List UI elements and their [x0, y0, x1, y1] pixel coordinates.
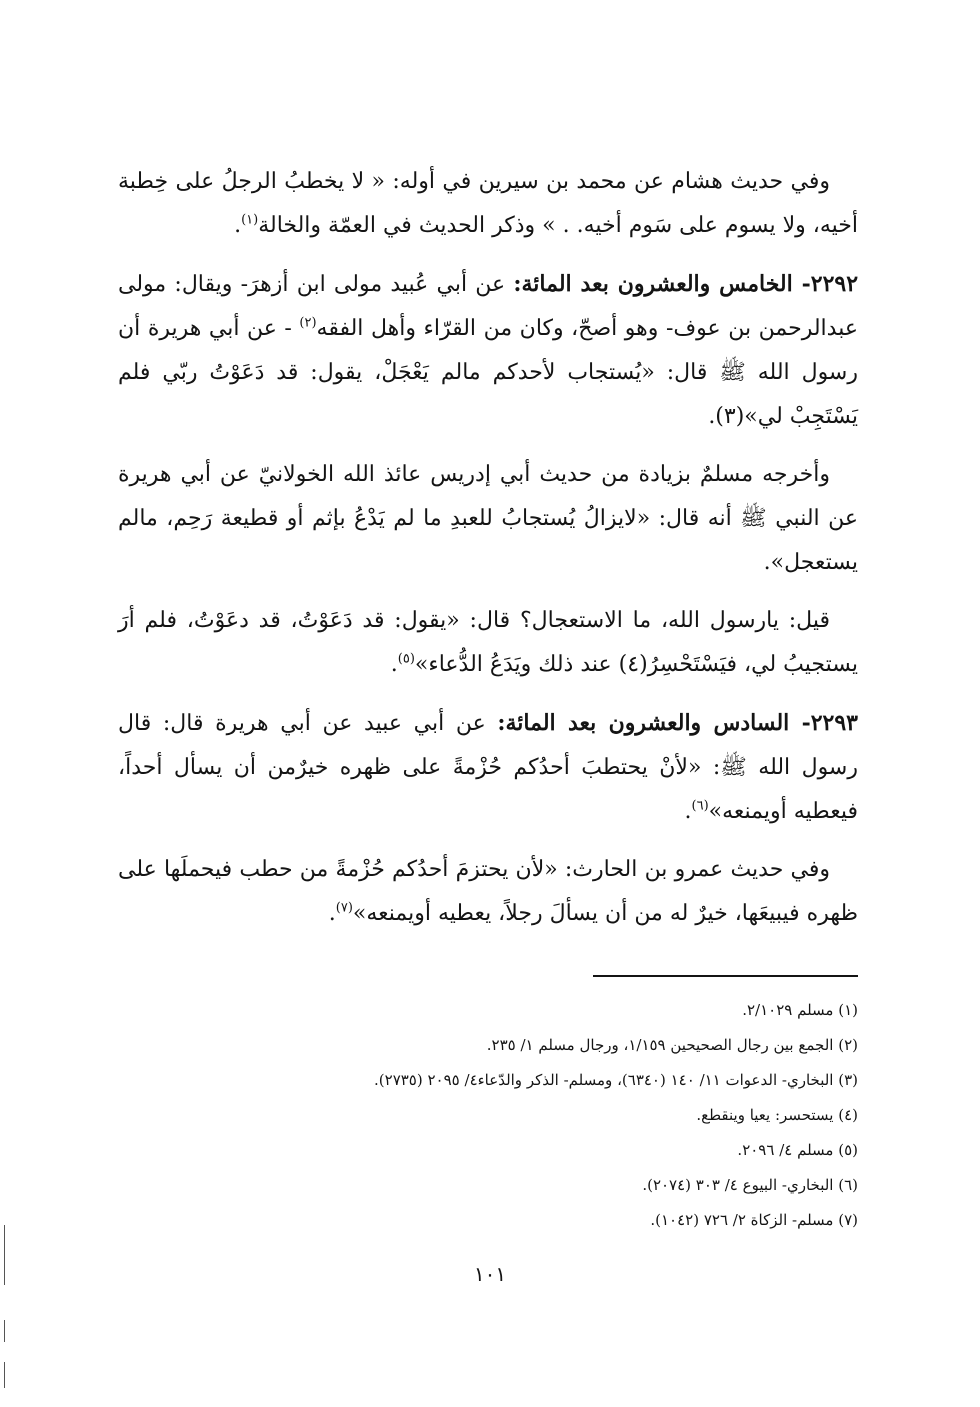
paragraph-6	[118, 848, 858, 936]
scan-margin-mark	[4, 1362, 5, 1388]
footnote-ref[interactable]: (١)	[241, 212, 259, 228]
footnote-item: (٤) يستحسر: يعيا وينقطع.	[696, 1106, 858, 1124]
paragraph-tail: - عن أبي هريرة أن رسول الله ﷺ قال: «يُستجاب لأحدكم مالم يَعْجَلْ، يقول: قد دَعَوْتُ ربّي فلم يَسْتَجِبْ لي»(٣).	[118, 316, 858, 429]
footnote-separator	[593, 975, 858, 977]
footnote-ref[interactable]: (٢)	[299, 315, 317, 331]
paragraph-text: قيل: يارسول الله، ما الاستعجال؟ قال: «يقول: قد دَعَوْتُ، قد دعَوْتُ، فلم أرَ يستجيبُ لي، فيَسْتَحْسِرُ(٤) عند ذلك ويَدَعُ الدُّعاء»	[118, 608, 858, 677]
scan-margin-mark	[4, 1225, 5, 1285]
paragraph-tail: .	[328, 901, 336, 926]
footnote-item: (٢) الجمع بين رجال الصحيحين ١/١٥٩، ورجال مسلم ١/ ٢٣٥.	[486, 1036, 858, 1054]
footnote-item: (١) مسلم ٢/١٠٢٩.	[742, 1001, 858, 1019]
footnote-item: (٧) مسلم- الزكاة ٢/ ٧٢٦ (١٠٤٢).	[650, 1211, 858, 1229]
paragraph-2	[118, 262, 858, 439]
page-number: ١٠١	[473, 1262, 507, 1286]
paragraph-4	[118, 599, 858, 687]
hadith-heading: ٢٢٩٢- الخامس والعشرون بعد المائة:	[513, 271, 859, 297]
paragraph-tail: .	[684, 799, 692, 824]
paragraph-tail: .	[390, 652, 398, 677]
hadith-heading: ٢٢٩٣- السادس والعشرون بعد المائة:	[497, 710, 858, 736]
paragraph-text: عن أبي عبيد عن أبي هريرة قال: قال رسول الله ﷺ: «لأنْ يحتطبَ أحدُكم حُزْمةً على ظهره خيرٌمن أن يسأل أحداً، فيعطيه أويمنعه»	[118, 711, 858, 824]
main-text	[118, 160, 858, 950]
footnote-ref[interactable]: (٧)	[335, 900, 353, 916]
paragraph-tail: .	[234, 213, 242, 238]
footnote-item: (٥) مسلم ٤/ ٢٠٩٦.	[737, 1141, 858, 1159]
paragraph-text: وأخرجه مسلمٌ بزيادة من حديث أبي إدريس عائذ الله الخولانيّ عن أبي هريرة عن النبي ﷺ أنه قال: «لايزالُ يُستجابُ للعبدِ ما لم يَدْعُ بإثم أو قطيعة رَحِم، مالم يستعجل»	[118, 462, 858, 575]
paragraph-tail: .	[763, 550, 771, 575]
paragraph-3	[118, 453, 858, 585]
paragraph-text: عن أبي عُبيد مولى ابن أزهرَ- ويقال: مولى عبدالرحمن بن عوف- وهو أصحّ، وكان من القرّاء وأهل الفقه	[118, 272, 858, 341]
footnote-ref[interactable]: (٦)	[691, 798, 709, 814]
footnote-ref[interactable]: (٥)	[397, 651, 415, 667]
paragraph-text: وفي حديث هشام عن محمد بن سيرين في أوله: « لا يخطبُ الرجلُ على خِطبة أخيه، ولا يسوم على سَوم أخيه. . » وذكر الحديث في العمّة والخالة	[118, 169, 858, 238]
footnotes-list	[118, 993, 858, 1238]
scan-margin-mark	[4, 1320, 5, 1342]
footnote-item: (٦) البخاري- البيوع ٤/ ٣٠٣ (٢٠٧٤).	[642, 1176, 858, 1194]
footnote-item: (٣) البخاري- الدعوات ١١/ ١٤٠ (٦٣٤٠)، ومسلم- الذكر والدّعاء٤/ ٢٠٩٥ (٢٧٣٥).	[374, 1071, 858, 1089]
paragraph-text: وفي حديث عمرو بن الحارث: «لأن يحتزمَ أحدُكم حُزْمةً من حطب فيحملَها على ظهره فيبيعَها، خيرٌ له من أن يسألَ رجلاً، يعطيه أويمنعه»	[118, 857, 858, 926]
paragraph-5	[118, 701, 858, 834]
paragraph-1	[118, 160, 858, 248]
